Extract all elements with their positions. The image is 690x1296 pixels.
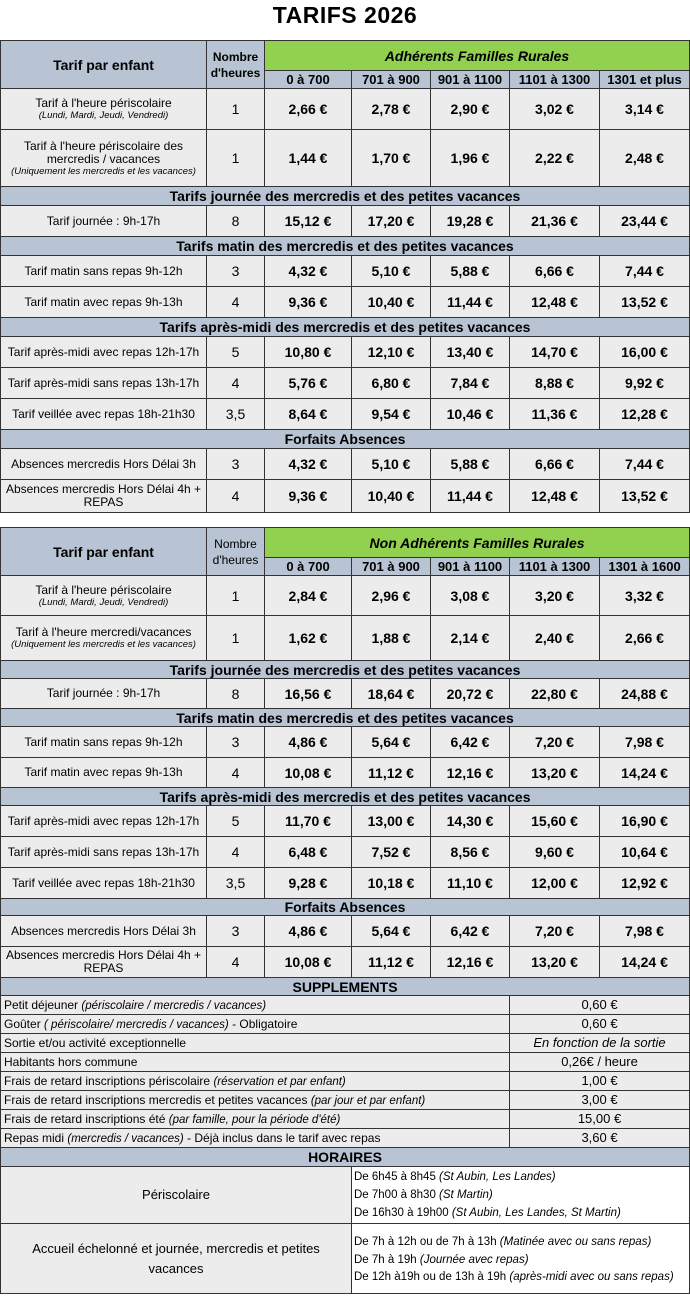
tariff-row — [1, 868, 690, 899]
price-cell: 12,48 € — [510, 287, 600, 318]
supplement-note: (par jour et par enfant) — [310, 1094, 426, 1107]
price-cell: 5,10 € — [352, 449, 431, 480]
price-cell: 12,10 € — [352, 337, 431, 368]
supplement-row — [1, 1072, 690, 1091]
price-cell: 1,44 € — [265, 130, 352, 187]
price-cell: 11,44 € — [431, 480, 510, 513]
price-cell: 16,90 € — [600, 806, 690, 837]
price-cell: 14,24 € — [600, 947, 690, 978]
price-cell: 10,18 € — [352, 868, 431, 899]
tariff-label — [1, 449, 207, 480]
horaires-line — [354, 1204, 689, 1222]
income-bracket-header: 901 à 1100 — [431, 71, 510, 89]
price-cell: 14,30 € — [431, 806, 510, 837]
supplement-value: 3,00 € — [510, 1091, 690, 1110]
tariff-row — [1, 480, 690, 513]
supplement-label-text: Frais de retard inscriptions mercredis et petites vacances — [4, 1092, 308, 1107]
tariff-label-text: Tarif matin avec repas 9h-13h — [24, 765, 183, 779]
tariff-label — [1, 130, 207, 187]
hours-value: 5 — [207, 806, 265, 837]
hours-value: 4 — [207, 368, 265, 399]
supplement-extra: - Déjà inclus dans le tarif avec repas — [183, 1130, 381, 1145]
price-cell: 10,08 € — [265, 947, 352, 978]
tariff-label-text: Absences mercredis Hors Délai 4h + REPAS — [5, 482, 202, 509]
horaires-note: (Journée avec repas) — [416, 1253, 529, 1266]
supplement-value: 3,60 € — [510, 1129, 690, 1148]
tariff-row — [1, 616, 690, 661]
supplement-label — [1, 996, 510, 1015]
horaires-time: De 12h à19h ou de 13h à 19h — [354, 1270, 507, 1283]
price-cell: 5,64 € — [352, 727, 431, 758]
horaires-header-row — [1, 1148, 690, 1167]
price-cell: 13,52 € — [600, 287, 690, 318]
price-cell: 6,66 € — [510, 256, 600, 287]
supplements-title: SUPPLEMENTS — [1, 978, 690, 996]
price-cell: 12,28 € — [600, 399, 690, 430]
price-cell: 11,44 € — [431, 287, 510, 318]
tariff-label-text: Tarif après-midi avec repas 12h-17h — [7, 813, 200, 828]
supplement-note: ( périscolaire/ mercredis / vacances) — [44, 1018, 229, 1031]
price-cell: 12,16 € — [431, 947, 510, 978]
price-cell: 10,80 € — [265, 337, 352, 368]
price-cell: 1,70 € — [352, 130, 431, 187]
price-cell: 12,00 € — [510, 868, 600, 899]
tariff-row — [1, 727, 690, 758]
price-cell: 9,92 € — [600, 368, 690, 399]
tariff-row — [1, 947, 690, 978]
supplement-value: 0,26€ / heure — [510, 1053, 690, 1072]
section-title: Tarifs journée des mercredis et des petites vacances — [1, 661, 690, 679]
horaires-time: De 7h à 19h — [354, 1253, 417, 1266]
column-header-hours: Nombre d'heures — [207, 528, 265, 576]
price-cell: 13,40 € — [431, 337, 510, 368]
supplement-row — [1, 1034, 690, 1053]
price-cell: 9,36 € — [265, 480, 352, 513]
supplement-label-text: Habitants hors commune — [4, 1055, 138, 1069]
hours-value: 3,5 — [207, 868, 265, 899]
price-cell: 15,60 € — [510, 806, 600, 837]
price-cell: 24,88 € — [600, 679, 690, 709]
price-cell: 3,02 € — [510, 89, 600, 130]
tariff-label-text: Tarif veillée avec repas 18h-21h30 — [12, 875, 195, 890]
supplement-value: 15,00 € — [510, 1110, 690, 1129]
price-cell: 13,20 € — [510, 947, 600, 978]
price-cell: 6,80 € — [352, 368, 431, 399]
horaires-times — [352, 1167, 690, 1224]
hours-value: 5 — [207, 337, 265, 368]
hours-value: 4 — [207, 837, 265, 868]
price-cell: 9,60 € — [510, 837, 600, 868]
tariff-row — [1, 679, 690, 709]
price-cell: 2,66 € — [600, 616, 690, 661]
tariff-label-note: (Lundi, Mardi, Jeudi, Vendredi) — [38, 596, 169, 608]
price-cell: 7,44 € — [600, 449, 690, 480]
price-cell: 7,84 € — [431, 368, 510, 399]
column-header-hours: Nombre d'heures — [207, 41, 265, 89]
price-cell: 14,24 € — [600, 758, 690, 788]
tariff-label-text: Tarif après-midi sans repas 13h-17h — [7, 844, 200, 859]
price-cell: 15,12 € — [265, 206, 352, 237]
horaires-line — [354, 1251, 689, 1269]
price-cell: 3,14 € — [600, 89, 690, 130]
tariff-label-text: Tarif à l'heure périscolaire — [35, 582, 172, 597]
supplement-label-text: Goûter — [4, 1016, 41, 1031]
price-cell: 12,16 € — [431, 758, 510, 788]
price-cell: 20,72 € — [431, 679, 510, 709]
price-cell: 2,22 € — [510, 130, 600, 187]
tariff-label — [1, 206, 207, 237]
tariff-label — [1, 947, 207, 978]
price-cell: 10,08 € — [265, 758, 352, 788]
price-cell: 8,88 € — [510, 368, 600, 399]
price-cell: 13,20 € — [510, 758, 600, 788]
supplement-note: (par famille, pour la période d'été) — [168, 1113, 341, 1126]
price-cell: 4,86 € — [265, 727, 352, 758]
group-title: Non Adhérents Familles Rurales — [265, 528, 690, 558]
tariff-label — [1, 576, 207, 616]
price-cell: 11,12 € — [352, 947, 431, 978]
supplement-value: 0,60 € — [510, 1015, 690, 1034]
supplement-note: (réservation et par enfant) — [213, 1075, 346, 1088]
tariff-label-text: Absences mercredis Hors Délai 3h — [11, 923, 196, 938]
price-cell: 4,86 € — [265, 916, 352, 947]
price-cell: 7,44 € — [600, 256, 690, 287]
supplement-label — [1, 1072, 510, 1091]
tariff-row — [1, 576, 690, 616]
hours-value: 8 — [207, 206, 265, 237]
price-cell: 11,36 € — [510, 399, 600, 430]
price-cell: 4,32 € — [265, 256, 352, 287]
section-title: Tarifs matin des mercredis et des petites vacances — [1, 237, 690, 256]
price-cell: 23,44 € — [600, 206, 690, 237]
tariff-label-note: (Uniquement les mercredis et les vacances) — [11, 639, 196, 650]
horaires-time: De 16h30 à 19h00 — [354, 1207, 449, 1219]
supplement-label — [1, 1091, 510, 1110]
income-bracket-header: 1101 à 1300 — [510, 71, 600, 89]
price-cell: 1,62 € — [265, 616, 352, 661]
horaires-label: Périscolaire — [1, 1167, 352, 1224]
tariff-row — [1, 368, 690, 399]
income-bracket-header: 0 à 700 — [265, 71, 352, 89]
supplement-value: 1,00 € — [510, 1072, 690, 1091]
supplement-note: (périscolaire / mercredis / vacances) — [81, 999, 267, 1012]
section-band — [1, 899, 690, 916]
supplement-label — [1, 1129, 510, 1148]
tariff-label — [1, 727, 207, 758]
price-cell: 10,40 € — [352, 480, 431, 513]
hours-value: 1 — [207, 130, 265, 187]
tariff-label-text: Tarif matin sans repas 9h-12h — [24, 263, 183, 278]
price-cell: 7,98 € — [600, 727, 690, 758]
price-cell: 10,46 € — [431, 399, 510, 430]
tariff-label — [1, 616, 207, 661]
price-cell: 9,28 € — [265, 868, 352, 899]
price-cell: 10,64 € — [600, 837, 690, 868]
tariff-label-note: (Uniquement les mercredis et les vacances) — [11, 165, 196, 177]
price-cell: 6,42 € — [431, 727, 510, 758]
price-cell: 2,66 € — [265, 89, 352, 130]
section-band — [1, 187, 690, 206]
tariff-label-text: Tarif journée : 9h-17h — [46, 213, 161, 228]
adherents-tariff-table — [0, 40, 690, 513]
tariff-label-text: Absences mercredis Hors Délai 4h + REPAS — [5, 948, 202, 975]
tariff-label — [1, 89, 207, 130]
price-cell: 16,56 € — [265, 679, 352, 709]
supplement-label — [1, 1015, 510, 1034]
price-cell: 1,96 € — [431, 130, 510, 187]
hours-value: 1 — [207, 89, 265, 130]
income-bracket-header: 1101 à 1300 — [510, 558, 600, 576]
horaires-title: HORAIRES — [1, 1148, 690, 1167]
supplement-extra: - Obligatoire — [228, 1016, 298, 1031]
horaires-row — [1, 1224, 690, 1294]
hours-value: 3 — [207, 727, 265, 758]
price-cell: 18,64 € — [352, 679, 431, 709]
supplement-row — [1, 1129, 690, 1148]
tariff-row — [1, 837, 690, 868]
income-bracket-header: 701 à 900 — [352, 71, 431, 89]
hours-value: 8 — [207, 679, 265, 709]
price-cell: 2,78 € — [352, 89, 431, 130]
price-cell: 7,98 € — [600, 916, 690, 947]
hours-value: 3 — [207, 916, 265, 947]
income-bracket-header: 0 à 700 — [265, 558, 352, 576]
section-band — [1, 661, 690, 679]
supplement-note: (mercredis / vacances) — [67, 1132, 184, 1145]
section-band — [1, 237, 690, 256]
horaires-note: (St Martin) — [435, 1189, 493, 1201]
price-cell: 2,48 € — [600, 130, 690, 187]
price-cell: 5,76 € — [265, 368, 352, 399]
tariff-label-text: Tarif veillée avec repas 18h-21h30 — [12, 406, 195, 421]
supplement-label — [1, 1053, 510, 1072]
price-cell: 14,70 € — [510, 337, 600, 368]
price-cell: 6,42 € — [431, 916, 510, 947]
supplements-header-row — [1, 978, 690, 996]
price-cell: 12,48 € — [510, 480, 600, 513]
section-band — [1, 318, 690, 337]
price-cell: 2,96 € — [352, 576, 431, 616]
price-cell: 16,00 € — [600, 337, 690, 368]
price-cell: 1,88 € — [352, 616, 431, 661]
horaires-time: De 6h45 à 8h45 — [354, 1171, 436, 1183]
tariff-row — [1, 256, 690, 287]
horaires-line — [354, 1186, 689, 1204]
tariff-row — [1, 916, 690, 947]
price-cell: 2,14 € — [431, 616, 510, 661]
horaires-note: (St Aubin, Les Landes, St Martin) — [448, 1207, 621, 1219]
supplement-label-text: Sortie et/ou activité exceptionnelle — [4, 1036, 187, 1050]
section-title: Tarifs après-midi des mercredis et des petites vacances — [1, 788, 690, 806]
horaires-note: (Matinée avec ou sans repas) — [496, 1235, 652, 1248]
price-cell: 13,00 € — [352, 806, 431, 837]
hours-value: 3,5 — [207, 399, 265, 430]
tariff-label — [1, 480, 207, 513]
non-adherents-tariff-table — [0, 527, 690, 1294]
income-bracket-header: 901 à 1100 — [431, 558, 510, 576]
hours-value: 4 — [207, 947, 265, 978]
horaires-line — [354, 1233, 689, 1251]
tariff-row — [1, 399, 690, 430]
horaires-note: (St Aubin, Les Landes) — [435, 1171, 556, 1183]
supplement-row — [1, 1110, 690, 1129]
supplement-row — [1, 996, 690, 1015]
hours-value: 3 — [207, 449, 265, 480]
price-cell: 3,20 € — [510, 576, 600, 616]
tariff-label — [1, 368, 207, 399]
tariff-label — [1, 837, 207, 868]
horaires-line — [354, 1269, 689, 1285]
price-cell: 7,20 € — [510, 916, 600, 947]
price-cell: 3,08 € — [431, 576, 510, 616]
price-cell: 5,10 € — [352, 256, 431, 287]
price-cell: 8,56 € — [431, 837, 510, 868]
header-row — [1, 528, 690, 558]
price-cell: 9,54 € — [352, 399, 431, 430]
supplement-value: En fonction de la sortie — [510, 1034, 690, 1053]
horaires-note: (après-midi avec ou sans repas) — [506, 1270, 674, 1283]
column-header-tarif: Tarif par enfant — [1, 41, 207, 89]
price-cell: 11,10 € — [431, 868, 510, 899]
horaires-time: De 7h00 à 8h30 — [354, 1189, 436, 1201]
supplement-label — [1, 1034, 510, 1053]
tariff-label — [1, 806, 207, 837]
price-cell: 5,88 € — [431, 256, 510, 287]
horaires-time: De 7h à 12h ou de 7h à 13h — [354, 1235, 497, 1248]
price-cell: 6,66 € — [510, 449, 600, 480]
price-cell: 11,70 € — [265, 806, 352, 837]
price-cell: 4,32 € — [265, 449, 352, 480]
tariff-label — [1, 399, 207, 430]
tariff-row — [1, 89, 690, 130]
tariff-label-text: Tarif matin avec repas 9h-13h — [24, 294, 183, 309]
income-bracket-header: 1301 à 1600 — [600, 558, 690, 576]
price-cell: 3,32 € — [600, 576, 690, 616]
price-cell: 22,80 € — [510, 679, 600, 709]
supplement-value: 0,60 € — [510, 996, 690, 1015]
supplement-row — [1, 1053, 690, 1072]
hours-value: 4 — [207, 287, 265, 318]
page-title: TARIFS 2026 — [272, 2, 418, 28]
tariff-label-text: Tarif matin sans repas 9h-12h — [24, 734, 183, 749]
price-cell: 8,64 € — [265, 399, 352, 430]
hours-value: 4 — [207, 480, 265, 513]
tariff-label — [1, 868, 207, 899]
section-title: Forfaits Absences — [1, 899, 690, 916]
price-cell: 7,52 € — [352, 837, 431, 868]
tariff-row — [1, 130, 690, 187]
supplement-label-text: Frais de retard inscriptions été — [4, 1111, 166, 1126]
section-band — [1, 788, 690, 806]
hours-value: 4 — [207, 758, 265, 788]
hours-value: 1 — [207, 576, 265, 616]
tariff-label-note: (Lundi, Mardi, Jeudi, Vendredi) — [38, 110, 169, 121]
tariff-row — [1, 206, 690, 237]
tariff-row — [1, 758, 690, 788]
supplement-label-text: Petit déjeuner — [4, 997, 79, 1012]
tariff-label-text: Tarif journée : 9h-17h — [46, 686, 161, 700]
price-cell: 17,20 € — [352, 206, 431, 237]
supplement-row — [1, 1091, 690, 1110]
tariff-label — [1, 337, 207, 368]
income-bracket-header: 701 à 900 — [352, 558, 431, 576]
hours-value: 1 — [207, 616, 265, 661]
price-cell: 7,20 € — [510, 727, 600, 758]
header-row — [1, 41, 690, 71]
tariff-label — [1, 758, 207, 788]
tariff-row — [1, 337, 690, 368]
section-band — [1, 709, 690, 727]
price-cell: 5,88 € — [431, 449, 510, 480]
price-cell: 19,28 € — [431, 206, 510, 237]
group-title: Adhérents Familles Rurales — [265, 41, 690, 71]
price-cell: 13,52 € — [600, 480, 690, 513]
price-cell: 2,90 € — [431, 89, 510, 130]
price-cell: 9,36 € — [265, 287, 352, 318]
section-title: Forfaits Absences — [1, 430, 690, 449]
tariff-label-text: Tarif à l'heure périscolaire des mercredis / vacances — [23, 138, 184, 166]
tariff-row — [1, 449, 690, 480]
section-band — [1, 430, 690, 449]
horaires-line — [354, 1168, 689, 1186]
horaires-times — [352, 1224, 690, 1294]
supplement-row — [1, 1015, 690, 1034]
section-title: Tarifs après-midi des mercredis et des petites vacances — [1, 318, 690, 337]
tariff-label — [1, 679, 207, 709]
supplement-label-text: Frais de retard inscriptions périscolaire — [4, 1073, 211, 1088]
price-cell: 2,40 € — [510, 616, 600, 661]
price-cell: 6,48 € — [265, 837, 352, 868]
tariff-row — [1, 287, 690, 318]
horaires-label: Accueil échelonné et journée, mercredis et petites vacances — [1, 1224, 352, 1294]
tariff-label-text: Tarif à l'heure périscolaire — [35, 96, 172, 110]
tariff-label-text: Absences mercredis Hors Délai 3h — [11, 456, 196, 471]
tariff-label — [1, 287, 207, 318]
section-title: Tarifs matin des mercredis et des petites vacances — [1, 709, 690, 727]
tariff-label-text: Tarif après-midi avec repas 12h-17h — [7, 344, 200, 359]
column-header-tarif: Tarif par enfant — [1, 528, 207, 576]
tariff-label-text: Tarif après-midi sans repas 13h-17h — [7, 375, 200, 390]
price-cell: 11,12 € — [352, 758, 431, 788]
price-cell: 21,36 € — [510, 206, 600, 237]
price-cell: 5,64 € — [352, 916, 431, 947]
horaires-row — [1, 1167, 690, 1224]
price-cell: 10,40 € — [352, 287, 431, 318]
tariff-label — [1, 256, 207, 287]
supplement-label — [1, 1110, 510, 1129]
price-cell: 12,92 € — [600, 868, 690, 899]
section-title: Tarifs journée des mercredis et des petites vacances — [1, 187, 690, 206]
supplement-label-text: Repas midi — [4, 1130, 65, 1145]
hours-value: 3 — [207, 256, 265, 287]
income-bracket-header: 1301 et plus — [600, 71, 690, 89]
price-cell: 2,84 € — [265, 576, 352, 616]
tariff-label-text: Tarif à l'heure mercredi/vacances — [15, 625, 192, 639]
tariff-row — [1, 806, 690, 837]
tariff-label — [1, 916, 207, 947]
